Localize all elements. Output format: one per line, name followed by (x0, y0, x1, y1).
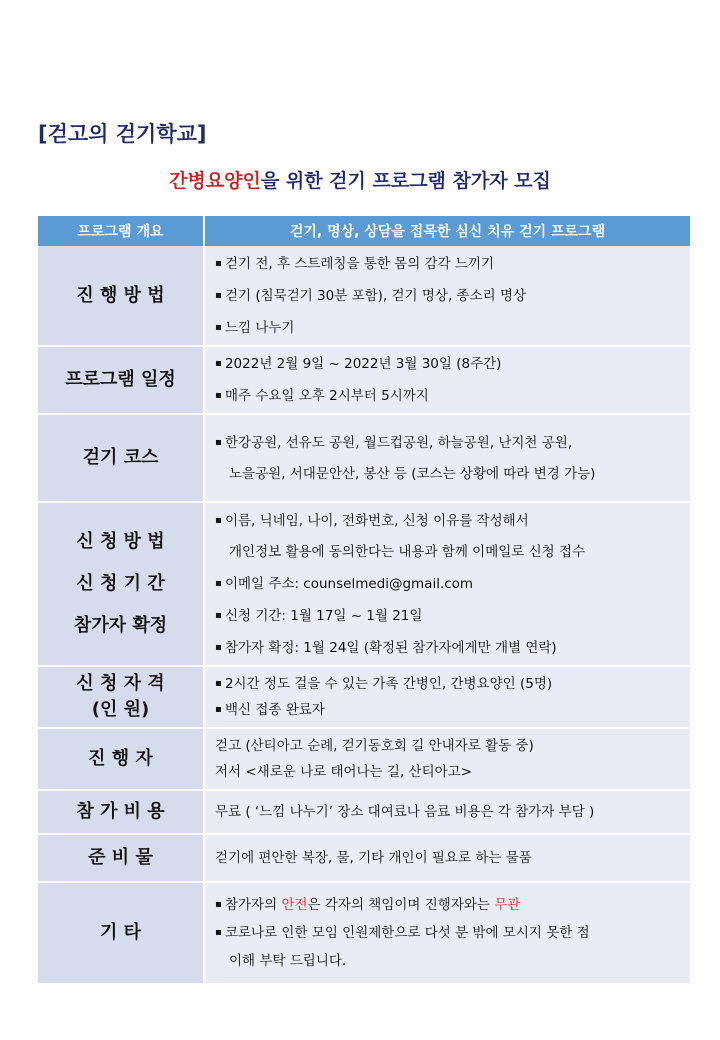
apply-line: ▪ 참가자 확정: 1월 24일 (확정된 참가자에게만 개별 연락) (215, 632, 690, 664)
row-qualify (38, 666, 690, 728)
content-prep: 걷기에 편안한 복장, 물, 기타 개인이 필요로 하는 물품 (204, 834, 690, 882)
qualify-line: ▪ 백신 접종 완료자 (215, 697, 690, 723)
label-qualify-count: (인 원) (91, 699, 150, 720)
schedule-line: ▪ 2022년 2월 9일 ~ 2022년 3월 30일 (8주간) (215, 348, 690, 380)
etc-line: ▪ 코로나로 인한 모임 인원제한으로 다섯 분 밖에 모시지 못한 점 (215, 919, 690, 947)
label-etc: 기 타 (38, 882, 204, 984)
content-host (204, 728, 690, 790)
label-apply (38, 502, 204, 666)
document-title: [걷고의 걷기학교] (38, 122, 207, 146)
qualify-line: ▪ 2시간 정도 걸을 수 있는 가족 간병인, 간병요양인 (5명) (215, 671, 690, 697)
label-qualify (38, 666, 204, 728)
label-host: 진 행 자 (38, 728, 204, 790)
apply-line: ▪ 이름, 닉네임, 나이, 전화번호, 신청 이유를 작성해서 (215, 505, 690, 537)
content-etc (204, 882, 690, 984)
content-qualify (204, 666, 690, 728)
subtitle-rest: 을 위한 걷기 프로그램 참가자 모집 (260, 170, 551, 192)
etc-line: 이해 부탁 드립니다. (229, 953, 347, 969)
apply-email: ▪ 이메일 주소: counselmedi@gmail.com (215, 568, 690, 600)
row-etc (38, 882, 690, 984)
row-apply (38, 502, 690, 666)
header-program-overview: 프로그램 개요 (38, 216, 204, 246)
label-schedule: 프로그램 일정 (38, 346, 204, 414)
course-line: ▪ 한강공원, 선유도 공원, 월드컵공원, 하늘공원, 난지천 공원, (215, 427, 690, 459)
row-prep (38, 834, 690, 882)
row-host (38, 728, 690, 790)
row-method (38, 246, 690, 346)
label-course: 걷기 코스 (38, 414, 204, 502)
label-fee: 참 가 비 용 (38, 790, 204, 834)
content-schedule (204, 346, 690, 414)
document-subtitle (0, 166, 720, 193)
header-program-description: 걷기, 명상, 상담을 접목한 심신 치유 걷기 프로그램 (204, 216, 690, 246)
course-line: 노을공원, 서대문안산, 봉산 등 (코스는 상황에 따라 변경 가능) (229, 465, 596, 482)
method-line: ▪ 느낌 나누기 (215, 312, 690, 344)
label-apply-period: 신 청 기 간 (76, 573, 165, 594)
method-line: ▪ 걷기 전, 후 스트레칭을 통한 몸의 감각 느끼기 (215, 248, 690, 280)
table-header-row (38, 216, 690, 246)
host-line: 걷고 (산티아고 순례, 걷기동호회 길 안내자로 활동 중) (215, 738, 534, 754)
schedule-line: ▪ 매주 수요일 오후 2시부터 5시까지 (215, 380, 690, 412)
label-apply-method: 신 청 방 법 (76, 531, 165, 552)
etc-highlight-safety: 안전 (281, 897, 308, 913)
content-apply (204, 502, 690, 666)
subtitle-highlight: 간병요양인 (169, 170, 261, 192)
row-schedule (38, 346, 690, 414)
label-method: 진 행 방 법 (38, 246, 204, 346)
label-qualify-main: 신 청 자 격 (76, 673, 165, 694)
etc-text: 은 각자의 책임이며 진행자와는 (307, 897, 495, 913)
apply-line: ▪ 신청 기간: 1월 17일 ~ 1월 21일 (215, 600, 690, 632)
program-info-table (38, 216, 690, 985)
label-prep: 준 비 물 (38, 834, 204, 882)
row-fee (38, 790, 690, 834)
etc-highlight-unrelated: 무관 (494, 897, 521, 913)
row-course (38, 414, 690, 502)
content-fee: 무료 ( ‘느낌 나누기’ 장소 대여료나 음료 비용은 각 참가자 부담 ) (204, 790, 690, 834)
etc-line (215, 891, 690, 919)
apply-line: 개인정보 활용에 동의한다는 내용과 함께 이메일로 신청 접수 (229, 543, 586, 560)
content-course (204, 414, 690, 502)
method-line: ▪ 걷기 (침묵걷기 30분 포함), 걷기 명상, 종소리 명상 (215, 280, 690, 312)
host-line: 저서 <새로운 나로 태어나는 길, 산티아고> (215, 764, 473, 780)
etc-text: 참가자의 (224, 897, 282, 913)
content-method (204, 246, 690, 346)
label-apply-confirm: 참가자 확정 (73, 615, 168, 636)
